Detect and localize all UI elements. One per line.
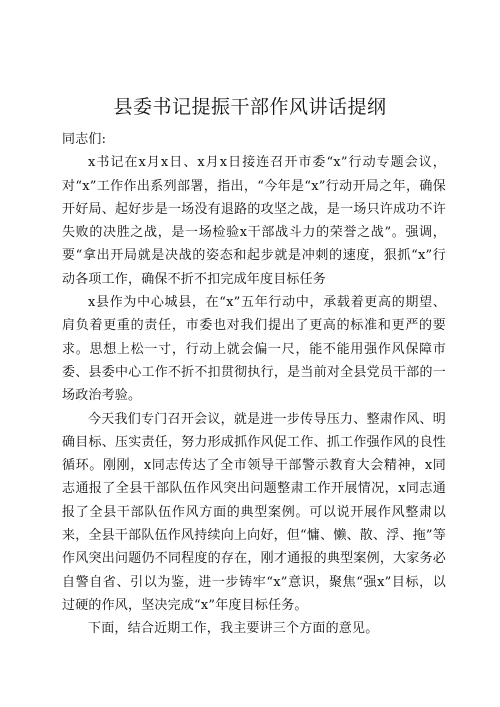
paragraph-2: x县作为中心城县，在“x”五年行动中，承载着更高的期望、肩负着更重的责任，市委也对我们提出了更高的标准和更严的要求。思想上松一寸，行动上就会偏一尺，能不能用强作风保障市委、县委中心工作不折不扣贯彻执行，是当前对全县党员干部的一场政治考验。 [62,295,446,404]
paragraph-1: x书记在x月x日、x月x日接连召开市委“x”行动专题会议，对“x”工作作出系列部署，指出，“今年是“x”行动开局之年，确保开好局、起好步是一场没有退路的攻坚之战，是一场只许成功不许失败的决胜之战，是一场检验x干部战斗力的荣誉之战”。强调，要“拿出开局就是决战的姿态和起步就是冲刺的速度，狠抓“x”行动各项工作，确保不折不扣完成年度目标任务 [62,155,446,287]
document-body [62,128,446,641]
paragraph-4: 下面，结合近期工作，我主要讲三个方面的意见。 [88,621,379,637]
salutation: 同志们: [62,132,107,147]
document-title: 县委书记提振干部作风讲话提纲 [113,96,387,118]
paragraph-3: 今天我们专门召开会议，就是进一步传导压力、整肃作风、明确目标、压实责任，努力形成抓作风促工作、抓工作强作风的良性循环。刚刚，x同志传达了全市领导干部警示教育大会精神，x同志通报了全县干部队伍作风突出问题整肃工作开展情况，x同志通报了全县干部队伍作风方面的典型案例。可以说开展作风整肃以来，全县干部队伍作风持续向上向好，但“慵、懒、散、浮、拖”等作风突出问题仍不同程度的存在，刚才通报的典型案例，大家务必自警自省、引以为鉴，进一步铸牢“x”意识，聚焦“强x”目标，以过硬的作风，坚决完成“x”年度目标任务。 [62,411,446,613]
